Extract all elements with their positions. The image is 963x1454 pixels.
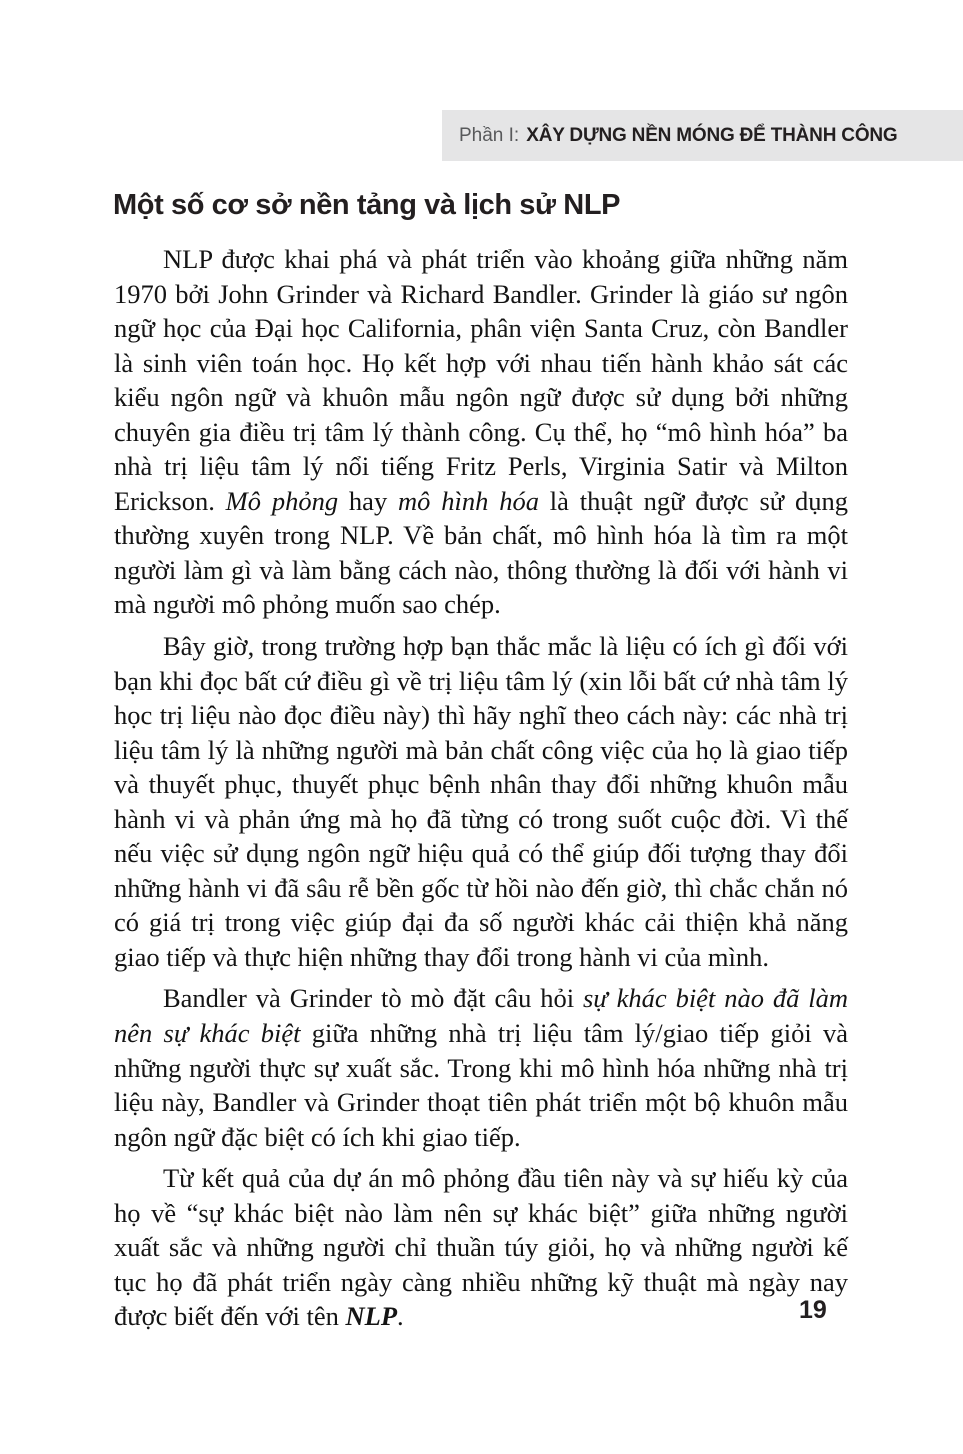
text-segment: Mô phỏng: [225, 485, 339, 516]
text-segment: Bây giờ, trong trường hợp bạn thắc mắc là liệu có ích gì đối với bạn khi đọc bất cứ điều gì về trị liệu tâm lý (xin lỗi bất cứ nhà tâm lý học trị liệu nào đọc điều này) thì hãy nghĩ theo cách này: các nhà trị liệu tâm lý là những người mà bản chất công việc của họ là giao tiếp và thuyết phục, thuyết phục bệnh nhân thay đổi những khuôn mẫu hành vi và phản ứng mà họ đã từng có trong suốt cuộc đời. Vì thế nếu việc sử dụng ngôn ngữ hiệu quả có thể giúp đối tượng thay đổi những hành vi đã sâu rễ bền gốc từ hồi nào đến giờ, thì chắc chắn nó có giá trị trong việc giúp đại đa số người khác cải thiện khả năng giao tiếp và thực hiện những thay đổi trong hành vi của mình.: [114, 631, 848, 972]
page-number: 19: [799, 1296, 827, 1324]
chapter-header-bar: [442, 110, 963, 161]
text-segment: .: [397, 1301, 404, 1332]
text-segment: mô hình hóa: [398, 485, 539, 516]
text-segment: hay: [338, 485, 399, 516]
text-segment: giữa những nhà trị liệu tâm lý/giao tiếp giỏi và những người thực sự xuất sắc. Trong khi mô hình hóa những nhà trị liệu này, Bandler và Grinder thoạt tiên phát triển một bộ khuôn mẫu ngôn ngữ đặc biệt có ích khi giao tiếp.: [114, 1018, 848, 1152]
paragraph: [114, 242, 848, 622]
chapter-header-prefix: Phần I:: [459, 124, 520, 146]
body-paragraphs: [114, 242, 848, 1341]
paragraph: [114, 629, 848, 974]
text-segment: Bandler và Grinder tò mò đặt câu hỏi: [163, 983, 583, 1014]
text-segment: NLP được khai phá và phát triển vào khoảng giữa những năm 1970 bởi John Grinder và Richard Bandler. Grinder là giáo sư ngôn ngữ học của Đại học California, phân viện Santa Cruz, còn Bandler là sinh viên toán học. Họ kết hợp với nhau tiến hành khảo sát các kiểu ngôn ngữ và khuôn mẫu ngôn ngữ được sử dụng bởi những chuyên gia điều trị tâm lý thành công. Cụ thể, họ “mô hình hóa” ba nhà trị liệu tâm lý nổi tiếng Fritz Perls, Virginia Satir và Milton Erickson.: [114, 244, 848, 516]
chapter-header-title: XÂY DỰNG NỀN MÓNG ĐỂ THÀNH CÔNG: [526, 124, 898, 146]
text-segment: sự khác biệt nào đã làm nên sự khác biệt: [114, 983, 849, 1049]
paragraph: [114, 981, 848, 1154]
text-segment: là thuật ngữ được sử dụng thường xuyên trong NLP. Về bản chất, mô hình hóa là tìm ra một người làm gì và làm bằng cách nào, thông thường là đối với hành vi mà người mô phỏng muốn sao chép.: [114, 485, 849, 620]
text-segment: Từ kết quả của dự án mô phỏng đầu tiên này và sự hiếu kỳ của họ về “sự khác biệt nào làm nên sự khác biệt” giữa những người xuất sắc và những người chỉ thuần túy giỏi, họ và những người kế tục họ đã phát triển ngày càng nhiều những kỹ thuật mà ngày nay được biết đến với tên: [114, 1163, 848, 1332]
section-heading: Một số cơ sở nền tảng và lịch sử NLP: [113, 189, 621, 221]
text-segment: NLP: [345, 1301, 398, 1332]
paragraph: [114, 1161, 848, 1334]
